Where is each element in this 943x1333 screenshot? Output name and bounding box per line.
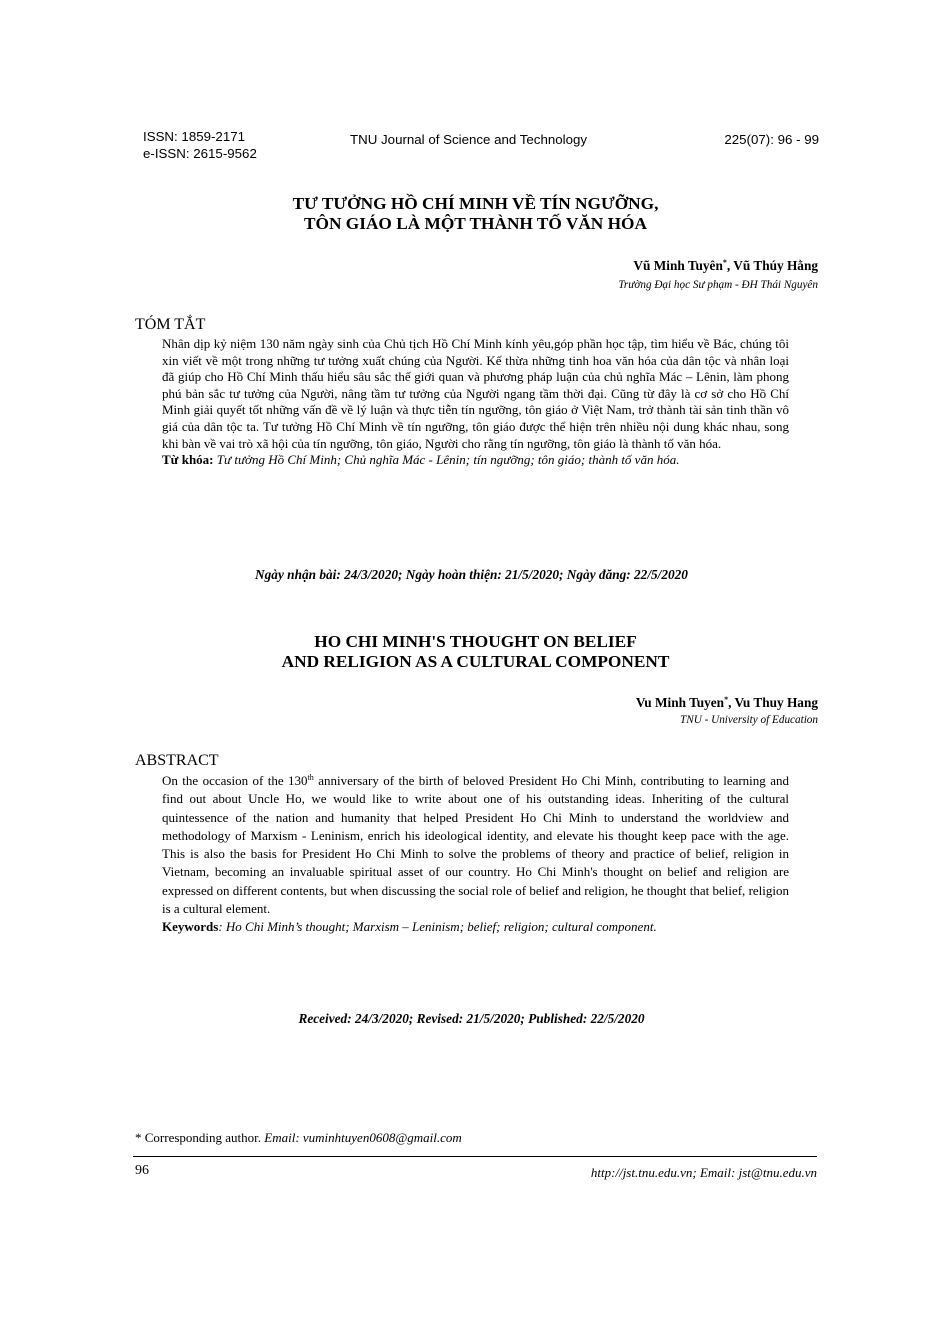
- author-2: , Vũ Thúy Hằng: [726, 258, 818, 273]
- vietnamese-abstract-text: Nhân dịp kỷ niệm 130 năm ngày sinh của Chủ tịch Hồ Chí Minh kính yêu,góp phần học tập, tìm hiểu về Bác, chúng tôi xin viết về một trong những tư tưởng xuất chúng của Người. Kế thừa những tinh hoa văn hóa của dân tộc và nhân loại đã giúp cho Hồ Chí Minh thấu hiểu sâu sắc thế giới quan và phương pháp luận của chủ nghĩa Mác – Lênin, làm phong phú bản sắc tư tưởng của Người, nâng tầm tư tưởng của Người ngang tầm thời đại. Cũng từ đây là cơ sở cho Hồ Chí Minh giải quyết tốt những vấn đề về lý luận và thực tiễn tín ngưỡng, tôn giáo ở Việt Nam, trở thành tài sản tinh thần vô giá của dân tộc ta. Tư tưởng Hồ Chí Minh về tín ngưỡng, tôn giáo được thể hiện trên nhiều nội dung khác nhau, song khi bàn về vai trò xã hội của tín ngưỡng, tôn giáo, Người cho rằng tín ngưỡng, tôn giáo là thành tố văn hóa.: [162, 336, 789, 451]
- eissn: e-ISSN: 2615-9562: [143, 146, 257, 161]
- author-1: Vu Minh Tuyen: [635, 695, 725, 710]
- issn-block: [143, 128, 257, 162]
- english-abstract-heading: ABSTRACT: [135, 752, 219, 769]
- vietnamese-title-line-1: TƯ TƯỞNG HỒ CHÍ MINH VỀ TÍN NGƯỠNG,: [292, 194, 659, 213]
- english-authors: [636, 695, 818, 711]
- english-affiliation: TNU - University of Education: [680, 714, 818, 726]
- footnote-label: * Corresponding author.: [135, 1130, 265, 1145]
- vietnamese-title-line-2: TÔN GIÁO LÀ MỘT THÀNH TỐ VĂN HÓA: [304, 214, 647, 233]
- vietnamese-abstract-heading: TÓM TẮT: [135, 316, 206, 333]
- author-1: Vũ Minh Tuyên: [633, 258, 723, 273]
- english-dates: Received: 24/3/2020; Revised: 21/5/2020; Published: 22/5/2020: [298, 1011, 645, 1026]
- page-number: 96: [135, 1163, 149, 1178]
- corresponding-footnote: [135, 1130, 462, 1146]
- footnote-email: Email: vuminhtuyen0608@gmail.com: [264, 1130, 462, 1145]
- vietnamese-keywords-label: Từ khóa:: [162, 452, 214, 468]
- vietnamese-dates: Ngày nhận bài: 24/3/2020; Ngày hoàn thiện: 21/5/2020; Ngày đăng: 22/5/2020: [255, 567, 688, 582]
- vietnamese-title: [100, 194, 851, 234]
- footer-contact: http://jst.tnu.edu.vn; Email: jst@tnu.edu.vn: [590, 1165, 817, 1180]
- vietnamese-authors: [633, 258, 818, 274]
- english-abstract-text-2: anniversary of the birth of beloved President Ho Chi Minh, contributing to learning and find out about Uncle Ho, we would like to write about one of his outstanding ideas. Inheriting of the cultural quintessence of the nation and humanity that helped President Ho Chi Minh to understand the worldview and methodology of Marxism - Leninism, enrich his ideological identity, and elevate his thought keep pace with the age. This is also the basis for President Ho Chi Minh to solve the problems of theory and practice of belief, religion in Vietnam, becoming an invaluable spiritual asset of our country. Ho Chi Minh's thought on belief and religion are expressed on different contents, but when discussing the social role of belief and religion, he thought that belief, religion is a cultural element.: [162, 773, 789, 917]
- english-abstract-text-1: On the occasion of the 130: [162, 773, 308, 788]
- volume-pages: 225(07): 96 - 99: [724, 132, 819, 147]
- vietnamese-affiliation: Trường Đại học Sư phạm - ĐH Thái Nguyên: [618, 279, 818, 291]
- issn: ISSN: 1859-2171: [143, 129, 246, 144]
- ordinal-suffix: th: [307, 773, 314, 782]
- english-keywords: : Ho Chi Minh’s thought; Marxism – Leninism; belief; religion; cultural component.: [218, 919, 657, 935]
- english-keywords-label: Keywords: [162, 919, 219, 935]
- english-abstract: [162, 772, 789, 937]
- english-title-line-2: AND RELIGION AS A CULTURAL COMPONENT: [281, 652, 670, 671]
- author-2: , Vu Thuy Hang: [728, 695, 818, 710]
- corresponding-mark: *: [722, 258, 727, 267]
- corresponding-mark: *: [724, 695, 729, 704]
- vietnamese-keywords: Tư tưởng Hồ Chí Minh; Chủ nghĩa Mác - Lênin; tín ngưỡng; tôn giáo; thành tố văn hóa.: [213, 452, 680, 468]
- vietnamese-abstract: [162, 336, 789, 469]
- english-title: [100, 632, 851, 672]
- english-title-line-1: HO CHI MINH'S THOUGHT ON BELIEF: [314, 632, 637, 651]
- running-header: [143, 126, 819, 166]
- journal-name: TNU Journal of Science and Technology: [350, 132, 588, 147]
- footer-rule: [133, 1156, 817, 1157]
